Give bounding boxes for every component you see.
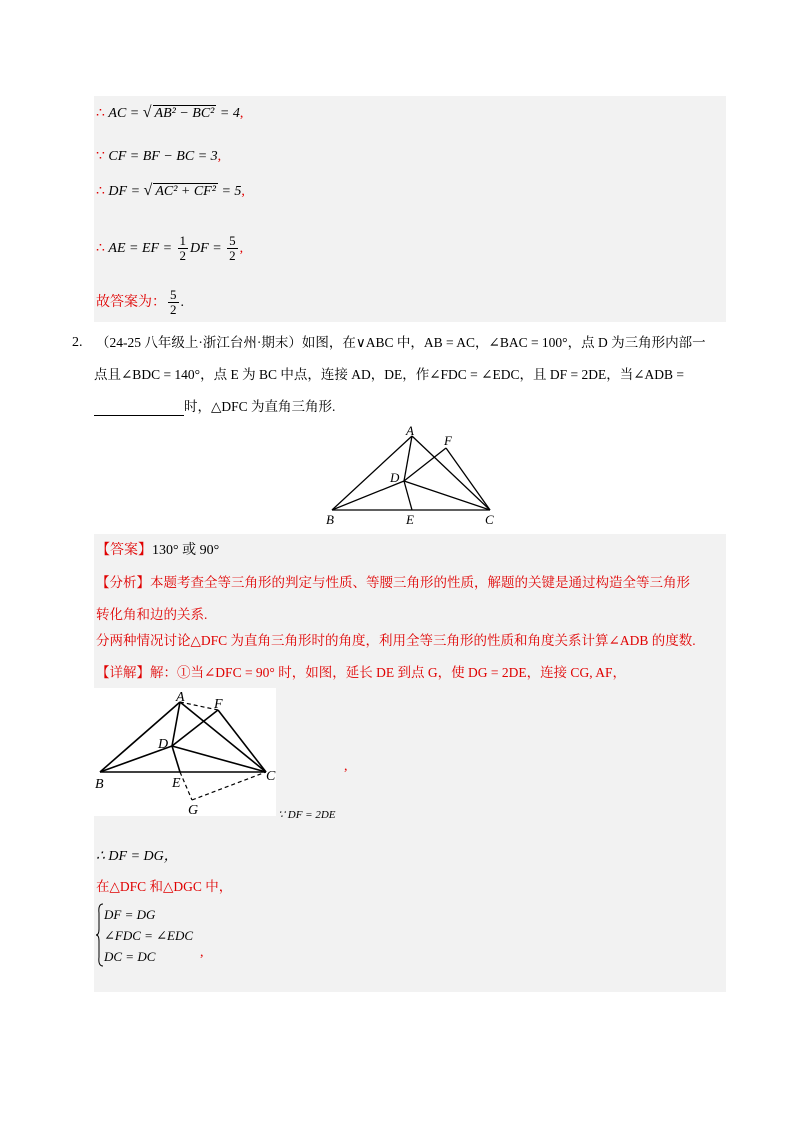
label2-g: G <box>188 803 199 816</box>
geometry-figure-2 <box>94 688 276 816</box>
analysis-line-1: 【分析】本题考查全等三角形的判定与性质、等腰三角形的性质，解题的关键是通过构造全等三角形 <box>96 575 690 590</box>
label-f: F <box>444 433 452 448</box>
problem-text-1: （24-25 八年级上·浙江台州·期末）如图，在∨ABC 中，AB = AC，∠BAC = 100°，点 D 为三角形内部一 <box>96 335 706 350</box>
eq-cf: ∵ CF = BF − BC = 3, <box>96 149 222 164</box>
problem-text-2: 点且∠BDC = 140°，点 E 为 BC 中点，连接 AD，DE，作∠FDC = ∠EDC，且 DF = 2DE，当∠ADB = <box>94 367 684 382</box>
congruence-system <box>104 904 193 967</box>
system-row-3: DC = DC <box>104 949 156 964</box>
label-e: E <box>406 512 414 527</box>
analysis-line-3: 分两种情况讨论△DFC 为直角三角形时的角度，利用全等三角形的性质和角度关系计算∠ADB 的度数. <box>96 633 696 648</box>
geometry-figure-1 <box>320 424 510 528</box>
label2-c: C <box>266 769 276 784</box>
because-line: ∵ DF = 2DE <box>278 809 336 821</box>
answer-blank[interactable] <box>94 401 184 416</box>
label2-a: A <box>176 690 185 705</box>
problem-text-3: 时，△DFC 为直角三角形. <box>94 398 335 416</box>
label2-f: F <box>214 697 223 712</box>
figure-comma: , <box>344 759 348 774</box>
system-row-2: ∠FDC = ∠EDC <box>104 928 194 943</box>
analysis-line-2: 转化角和边的关系. <box>96 607 208 622</box>
system-row-1: DF = DG <box>104 907 156 922</box>
label-c: C <box>485 512 494 527</box>
answer-line: 【答案】130° 或 90° <box>96 543 220 558</box>
eq-ac: ∴ AC = √ AB² − BC² = 4, <box>96 104 244 121</box>
label2-e: E <box>172 776 181 791</box>
system-brace <box>96 903 104 967</box>
answer-line-1: 故答案为： $\frac{5}{2}$ . <box>96 287 184 318</box>
label-b: B <box>326 512 334 527</box>
system-comma: , <box>200 945 204 960</box>
eq-df: ∴ DF = √ AC² + CF² = 5, <box>96 182 245 199</box>
eq-ae: ∴ AE = EF = $\frac{1}{2}$ DF = $\frac{5}{2}$ , <box>96 233 244 264</box>
in-triangles-line: 在△DFC 和△DGC 中， <box>96 879 233 894</box>
label-a: A <box>406 424 414 438</box>
label2-d: D <box>158 737 169 752</box>
solution-box-top <box>94 96 726 322</box>
label2-b: B <box>95 777 104 792</box>
therefore-line: ∴ DF = DG， <box>96 849 178 864</box>
problem-number: 2. <box>72 335 83 350</box>
label-d: D <box>390 470 400 485</box>
detail-line-1: 【详解】解：①当∠DFC = 90° 时，如图，延长 DE 到点 G，使 DG = 2DE，连接 CG, AF， <box>96 665 626 680</box>
